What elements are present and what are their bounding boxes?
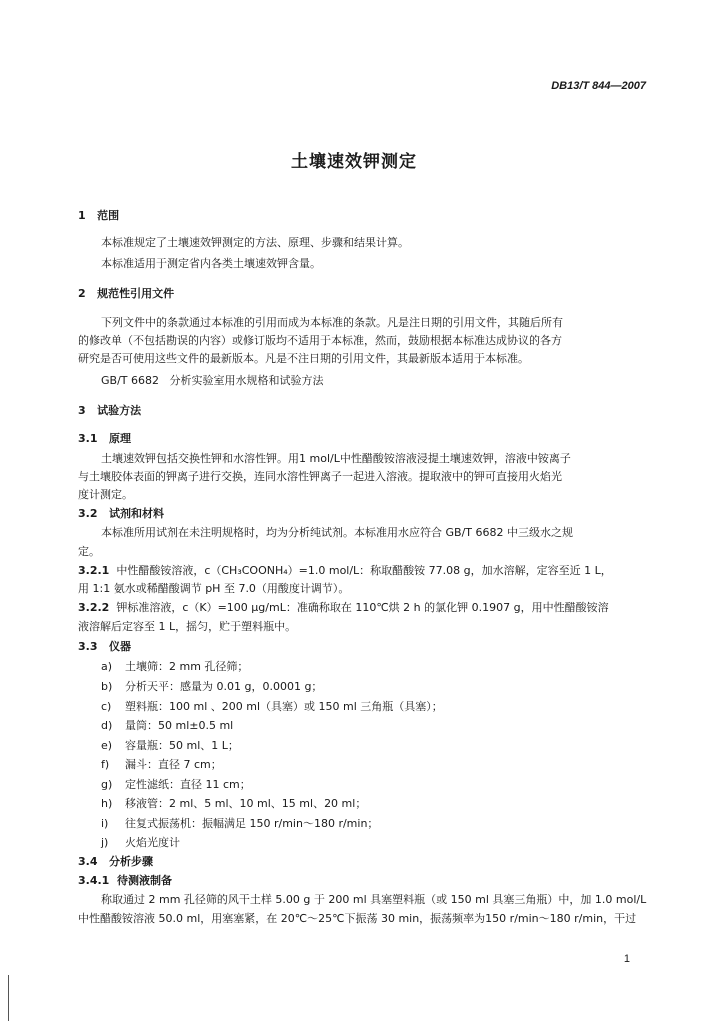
section-number: 1 [78,209,86,222]
section-number: 2 [78,287,86,300]
section-title: 规范性引用文件 [97,287,175,300]
list-item: i) 往复式振荡机：振幅满足 150 r/min～180 r/min； [101,817,379,830]
reference-entry [101,374,324,388]
subsection-3-2-heading [78,507,164,521]
paragraph-line: 度计测定。 [78,488,133,501]
paragraph-line: 土壤速效钾包括交换性钾和水溶性钾。用1 mol/L中性醋酸铵溶液浸提土壤速效钾，溶液中铵离子 [101,452,571,465]
section-3-heading [78,404,141,418]
clause-number: 3.4.1 [78,874,110,887]
list-item: j) 火焰光度计 [101,836,180,849]
section-2-heading [78,287,174,301]
list-item: e) 容量瓶：50 ml、1 L； [101,739,239,752]
page-number: 1 [623,953,630,965]
list-item: f) 漏斗：直径 7 cm； [101,758,222,771]
list-item: b) 分析天平：感量为 0.01 g，0.0001 g； [101,680,323,693]
list-item: c) 塑料瓶：100 ml 、200 ml（具塞）或 150 ml 三角瓶（具塞）； [101,700,443,713]
paragraph-line: 中性醋酸铵溶液 50.0 ml，用塞塞紧，在 20℃～25℃下振荡 30 min，振荡频率为150 r/min～180 r/min，干过 [78,912,637,925]
paragraph-line: 研究是否可使用这些文件的最新版本。凡是不注日期的引用文件，其最新版本适用于本标准。 [78,352,529,365]
section-1-heading [78,209,119,223]
subsection-3-3-heading [78,640,131,654]
section-title: 范围 [97,209,120,222]
subsection-number: 3.1 [78,432,98,445]
list-item: d) 量筒：50 ml±0.5 ml [101,719,234,732]
paragraph-line: 液溶解后定容至 1 L，摇匀，贮于塑料瓶中。 [78,620,297,633]
section-title: 试验方法 [97,404,142,417]
paragraph-line: 本标准所用试剂在未注明规格时，均为分析纯试剂。本标准用水应符合 GB/T 6682 中三级水之规 [101,526,573,539]
paragraph-line: 本标准适用于测定省内各类土壤速效钾含量。 [101,257,321,270]
clause-number: 3.2.2 [78,601,110,614]
paragraph-line: 定。 [78,545,100,558]
subsection-title: 试剂和材料 [109,507,164,520]
paragraph-line: 的修改单（不包括勘误的内容）或修订版均不适用于本标准，然而，鼓励根据本标准达成协议的各方 [78,334,562,347]
list-item: h) 移液管：2 ml、5 ml、10 ml、15 ml、20 ml； [101,797,367,810]
paragraph-line: 称取通过 2 mm 孔径筛的风干土样 5.00 g 于 200 ml 具塞塑料瓶（或 150 ml 具塞三角瓶）中，加 1.0 mol/L [101,893,647,906]
paragraph-line: 与土壤胶体表面的钾离子进行交换，连同水溶性钾离子一起进入溶液。提取液中的钾可直接用火焰光 [78,470,562,483]
section-number: 3 [78,404,86,417]
clause-3-2-2 [78,601,609,615]
paragraph-line: 用 1:1 氨水或稀醋酸调节 pH 至 7.0（用酸度计调节）。 [78,582,350,595]
clause-3-4-1-heading [78,874,172,888]
clause-text: 中性醋酸铵溶液，c（CH₃COONH₄）=1.0 mol/L：称取醋酸铵 77.08 g，加水溶解，定容至近 1 L， [116,564,612,577]
paragraph-line: 下列文件中的条款通过本标准的引用而成为本标准的条款。凡是注日期的引用文件，其随后所有 [101,316,563,329]
reference-code: GB/T 6682 [101,374,159,387]
subsection-number: 3.4 [78,855,98,868]
subsection-title: 分析步骤 [109,855,153,868]
subsection-title: 仪器 [109,640,131,653]
clause-3-2-1 [78,564,612,578]
paragraph-line: 本标准规定了土壤速效钾测定的方法、原理、步骤和结果计算。 [101,236,409,249]
document-id: DB13/T 844—2007 [551,80,646,92]
list-item: a) 土壤筛：2 mm 孔径筛； [101,660,249,673]
clause-text: 钾标准溶液，c（K）=100 μg/mL：准确称取在 110℃烘 2 h 的氯化钾 0.1907 g，用中性醋酸铵溶 [116,601,609,614]
subsection-number: 3.2 [78,507,98,520]
subsection-number: 3.3 [78,640,98,653]
subsection-title: 原理 [109,432,131,445]
reference-title: 分析实验室用水规格和试验方法 [169,374,324,387]
list-item: g) 定性滤纸：直径 11 cm； [101,778,251,791]
clause-title: 待测液制备 [117,874,172,887]
subsection-3-4-heading [78,855,153,869]
subsection-3-1-heading [78,432,131,446]
page-edge-line [8,975,9,1021]
clause-number: 3.2.1 [78,564,110,577]
page-title: 土壤速效钾测定 [291,152,417,172]
